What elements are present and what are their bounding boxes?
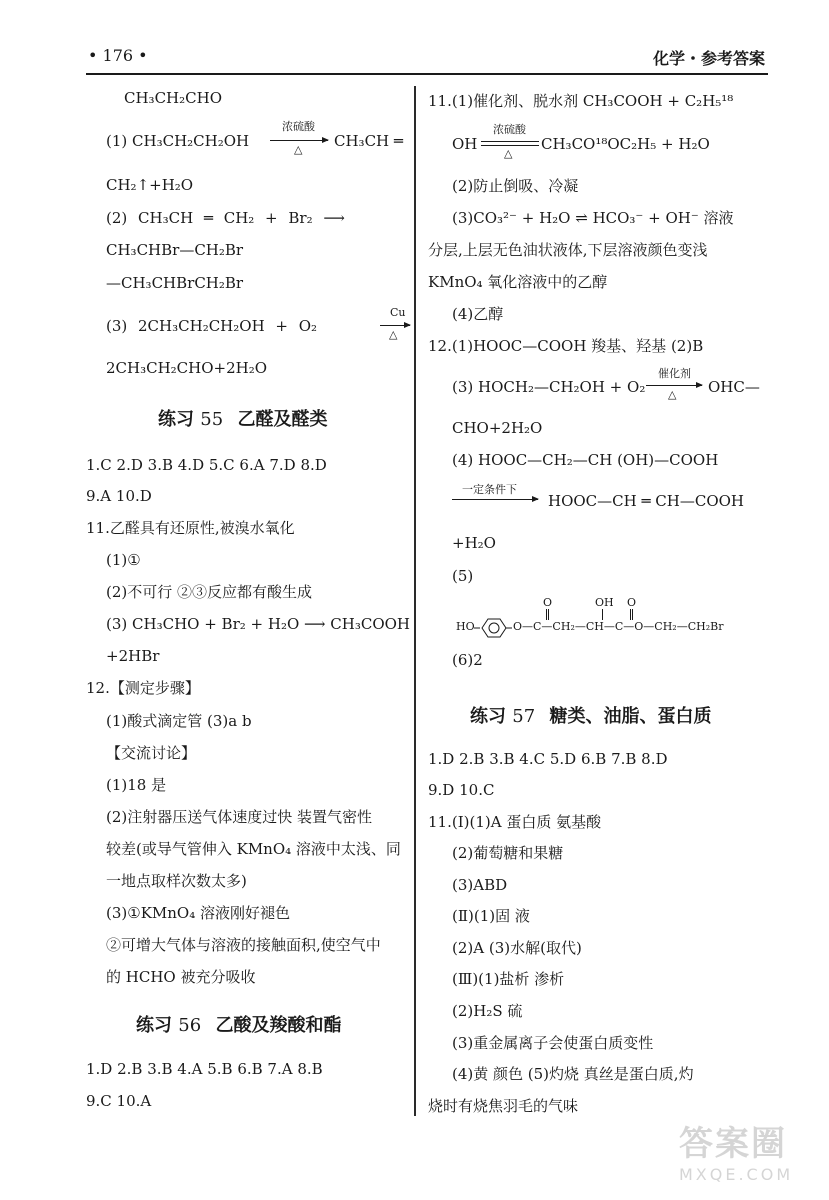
double-bond <box>548 609 549 620</box>
answer-line: (2)不可行 ②③反应都有酸生成 <box>106 583 313 601</box>
answer-line: —CH₃CHBrCH₂Br <box>106 274 244 292</box>
heat-symbol: △ <box>504 147 513 160</box>
equation-products: CH₃CH ═ <box>334 132 403 150</box>
answer-line: 11.乙醛具有还原性,被溴水氧化 <box>86 519 295 537</box>
header-rule <box>86 73 768 75</box>
reaction-condition: 浓硫酸 <box>493 123 526 136</box>
page-header-title: 化学・参考答案 <box>652 49 765 68</box>
answer-line: CH₃CH₂CHO <box>124 89 222 107</box>
section-title-56: 练习 56 乙酸及羧酸和酯 <box>136 1015 342 1036</box>
reaction-arrow <box>452 499 538 500</box>
equation-reactants: (1) CH₃CH₂CH₂OH <box>106 132 250 150</box>
answer-line: (4)乙醇 <box>452 305 504 323</box>
answer-line: 2CH₃CH₂CHO+2H₂O <box>106 359 268 377</box>
answer-line: (6)2 <box>452 651 483 669</box>
hydroxyl-label: HO <box>456 620 475 633</box>
heat-symbol: △ <box>389 328 398 341</box>
answer-line: 12.【测定步骤】 <box>86 679 200 697</box>
answer-line: 11.(1)催化剂、脱水剂 CH₃COOH + C₂H₅¹⁸ <box>428 92 734 110</box>
benzene-ring-icon <box>474 616 514 640</box>
answer-line: 11.(Ⅰ)(1)A 蛋白质 氨基酸 <box>428 813 602 831</box>
equation-products: OHC— <box>708 378 760 396</box>
reaction-arrow <box>270 140 328 141</box>
answer-line: +H₂O <box>452 534 496 552</box>
equation-products: CH₃CO¹⁸OC₂H₅ + H₂O <box>541 135 710 153</box>
watermark-logo: 答案圈 MXQE.COM <box>679 1124 794 1184</box>
equation-reactants: OH <box>452 135 478 153</box>
answer-line: 【交流讨论】 <box>106 744 197 762</box>
column-divider <box>414 86 416 1116</box>
answer-line: (3) CH₃CHO + Br₂ + H₂O ⟶ CH₃COOH <box>106 615 411 633</box>
equilibrium-arrow-bottom <box>481 145 539 146</box>
double-bond <box>632 609 633 620</box>
answer-line: (4) HOOC—CH₂—CH (OH)—COOH <box>452 451 719 469</box>
answer-line: (3)重金属离子会使蛋白质变性 <box>452 1034 654 1052</box>
answer-line: (2)注射器压送气体速度过快 装置气密性 <box>106 808 373 826</box>
answer-line: 1.D 2.B 3.B 4.C 5.D 6.B 7.B 8.D <box>428 750 668 768</box>
answer-line: +2HBr <box>106 647 160 665</box>
answer-line: (2)H₂S 硫 <box>452 1002 523 1020</box>
answer-line: (1)酸式滴定管 (3)a b <box>106 712 252 730</box>
equation-products: HOOC—CH ═ CH—COOH <box>548 492 744 510</box>
answer-line: 1.D 2.B 3.B 4.A 5.B 6.B 7.A 8.B <box>86 1060 323 1078</box>
answer-line: 一地点取样次数太多) <box>106 872 247 890</box>
answer-line: (3)ABD <box>452 876 508 894</box>
catalyst-label: 催化剂 <box>658 367 691 380</box>
hydroxyl-group: OH <box>595 596 614 609</box>
answer-line: (3)①KMnO₄ 溶液刚好褪色 <box>106 904 290 922</box>
answer-line: (3)CO₃²⁻ + H₂O ⇌ HCO₃⁻ + OH⁻ 溶液 <box>452 209 734 227</box>
section-title-57: 练习 57 糖类、油脂、蛋白质 <box>470 706 712 727</box>
carbonyl-oxygen: O <box>543 596 553 609</box>
section-title-55: 练习 55 乙醛及醛类 <box>158 409 328 430</box>
answer-line: (2)A (3)水解(取代) <box>452 939 582 957</box>
answer-line: CH₂↑+H₂O <box>106 176 194 194</box>
answer-line: 12.(1)HOOC—COOH 羧基、羟基 (2)B <box>428 337 704 355</box>
catalyst-label: Cu <box>390 306 406 319</box>
reaction-condition: 浓硫酸 <box>282 120 315 133</box>
structural-formula <box>452 596 752 640</box>
answer-line: ②可增大气体与溶液的接触面积,使空气中 <box>106 936 381 954</box>
carbonyl-oxygen: O <box>627 596 637 609</box>
answer-line: 较差(或导气管伸入 KMnO₄ 溶液中太浅、同 <box>106 840 401 858</box>
reaction-arrow <box>646 385 702 386</box>
answer-line: (4)黄 颜色 (5)灼烧 真丝是蛋白质,灼 <box>452 1065 694 1083</box>
single-bond <box>602 609 603 620</box>
answer-line: 9.C 10.A <box>86 1092 152 1110</box>
answer-line: (2)防止倒吸、冷凝 <box>452 177 579 195</box>
answer-line: 9.A 10.D <box>86 487 152 505</box>
answer-line: (2) CH₃CH ═ CH₂ + Br₂ ⟶ <box>106 209 345 227</box>
heat-symbol: △ <box>668 388 677 401</box>
equation-reactants: (3) 2CH₃CH₂CH₂OH + O₂ <box>106 317 318 335</box>
reaction-arrow <box>380 325 410 326</box>
answer-line: (2)葡萄糖和果糖 <box>452 844 564 862</box>
answer-line: 烧时有烧焦羽毛的气味 <box>428 1097 579 1115</box>
double-bond <box>630 609 631 620</box>
answer-line: (Ⅱ)(1)固 液 <box>452 907 530 925</box>
equilibrium-arrow-top <box>481 141 539 142</box>
answer-line: (1)① <box>106 551 141 569</box>
answer-line: CHO+2H₂O <box>452 419 543 437</box>
reaction-condition: 一定条件下 <box>462 483 517 496</box>
ester-chain: O—C—CH₂—CH—C—O—CH₂—CH₂Br <box>513 620 724 633</box>
answer-line: (Ⅲ)(1)盐析 渗析 <box>452 970 565 988</box>
answer-line: CH₃CHBr—CH₂Br <box>106 241 244 259</box>
equation-reactants: (3) HOCH₂—CH₂OH + O₂ <box>452 378 646 396</box>
answer-line: 1.C 2.D 3.B 4.D 5.C 6.A 7.D 8.D <box>86 456 327 474</box>
answer-line: 的 HCHO 被充分吸收 <box>106 968 256 986</box>
answer-line: 分层,上层无色油状液体,下层溶液颜色变浅 <box>428 241 708 259</box>
double-bond <box>546 609 547 620</box>
answer-line: (1)18 是 <box>106 776 167 794</box>
heat-symbol: △ <box>294 143 303 156</box>
answer-line: 9.D 10.C <box>428 781 495 799</box>
answer-line: KMnO₄ 氧化溶液中的乙醇 <box>428 273 608 291</box>
answer-line: (5) <box>452 567 474 585</box>
page-number: • 176 • <box>88 46 148 65</box>
